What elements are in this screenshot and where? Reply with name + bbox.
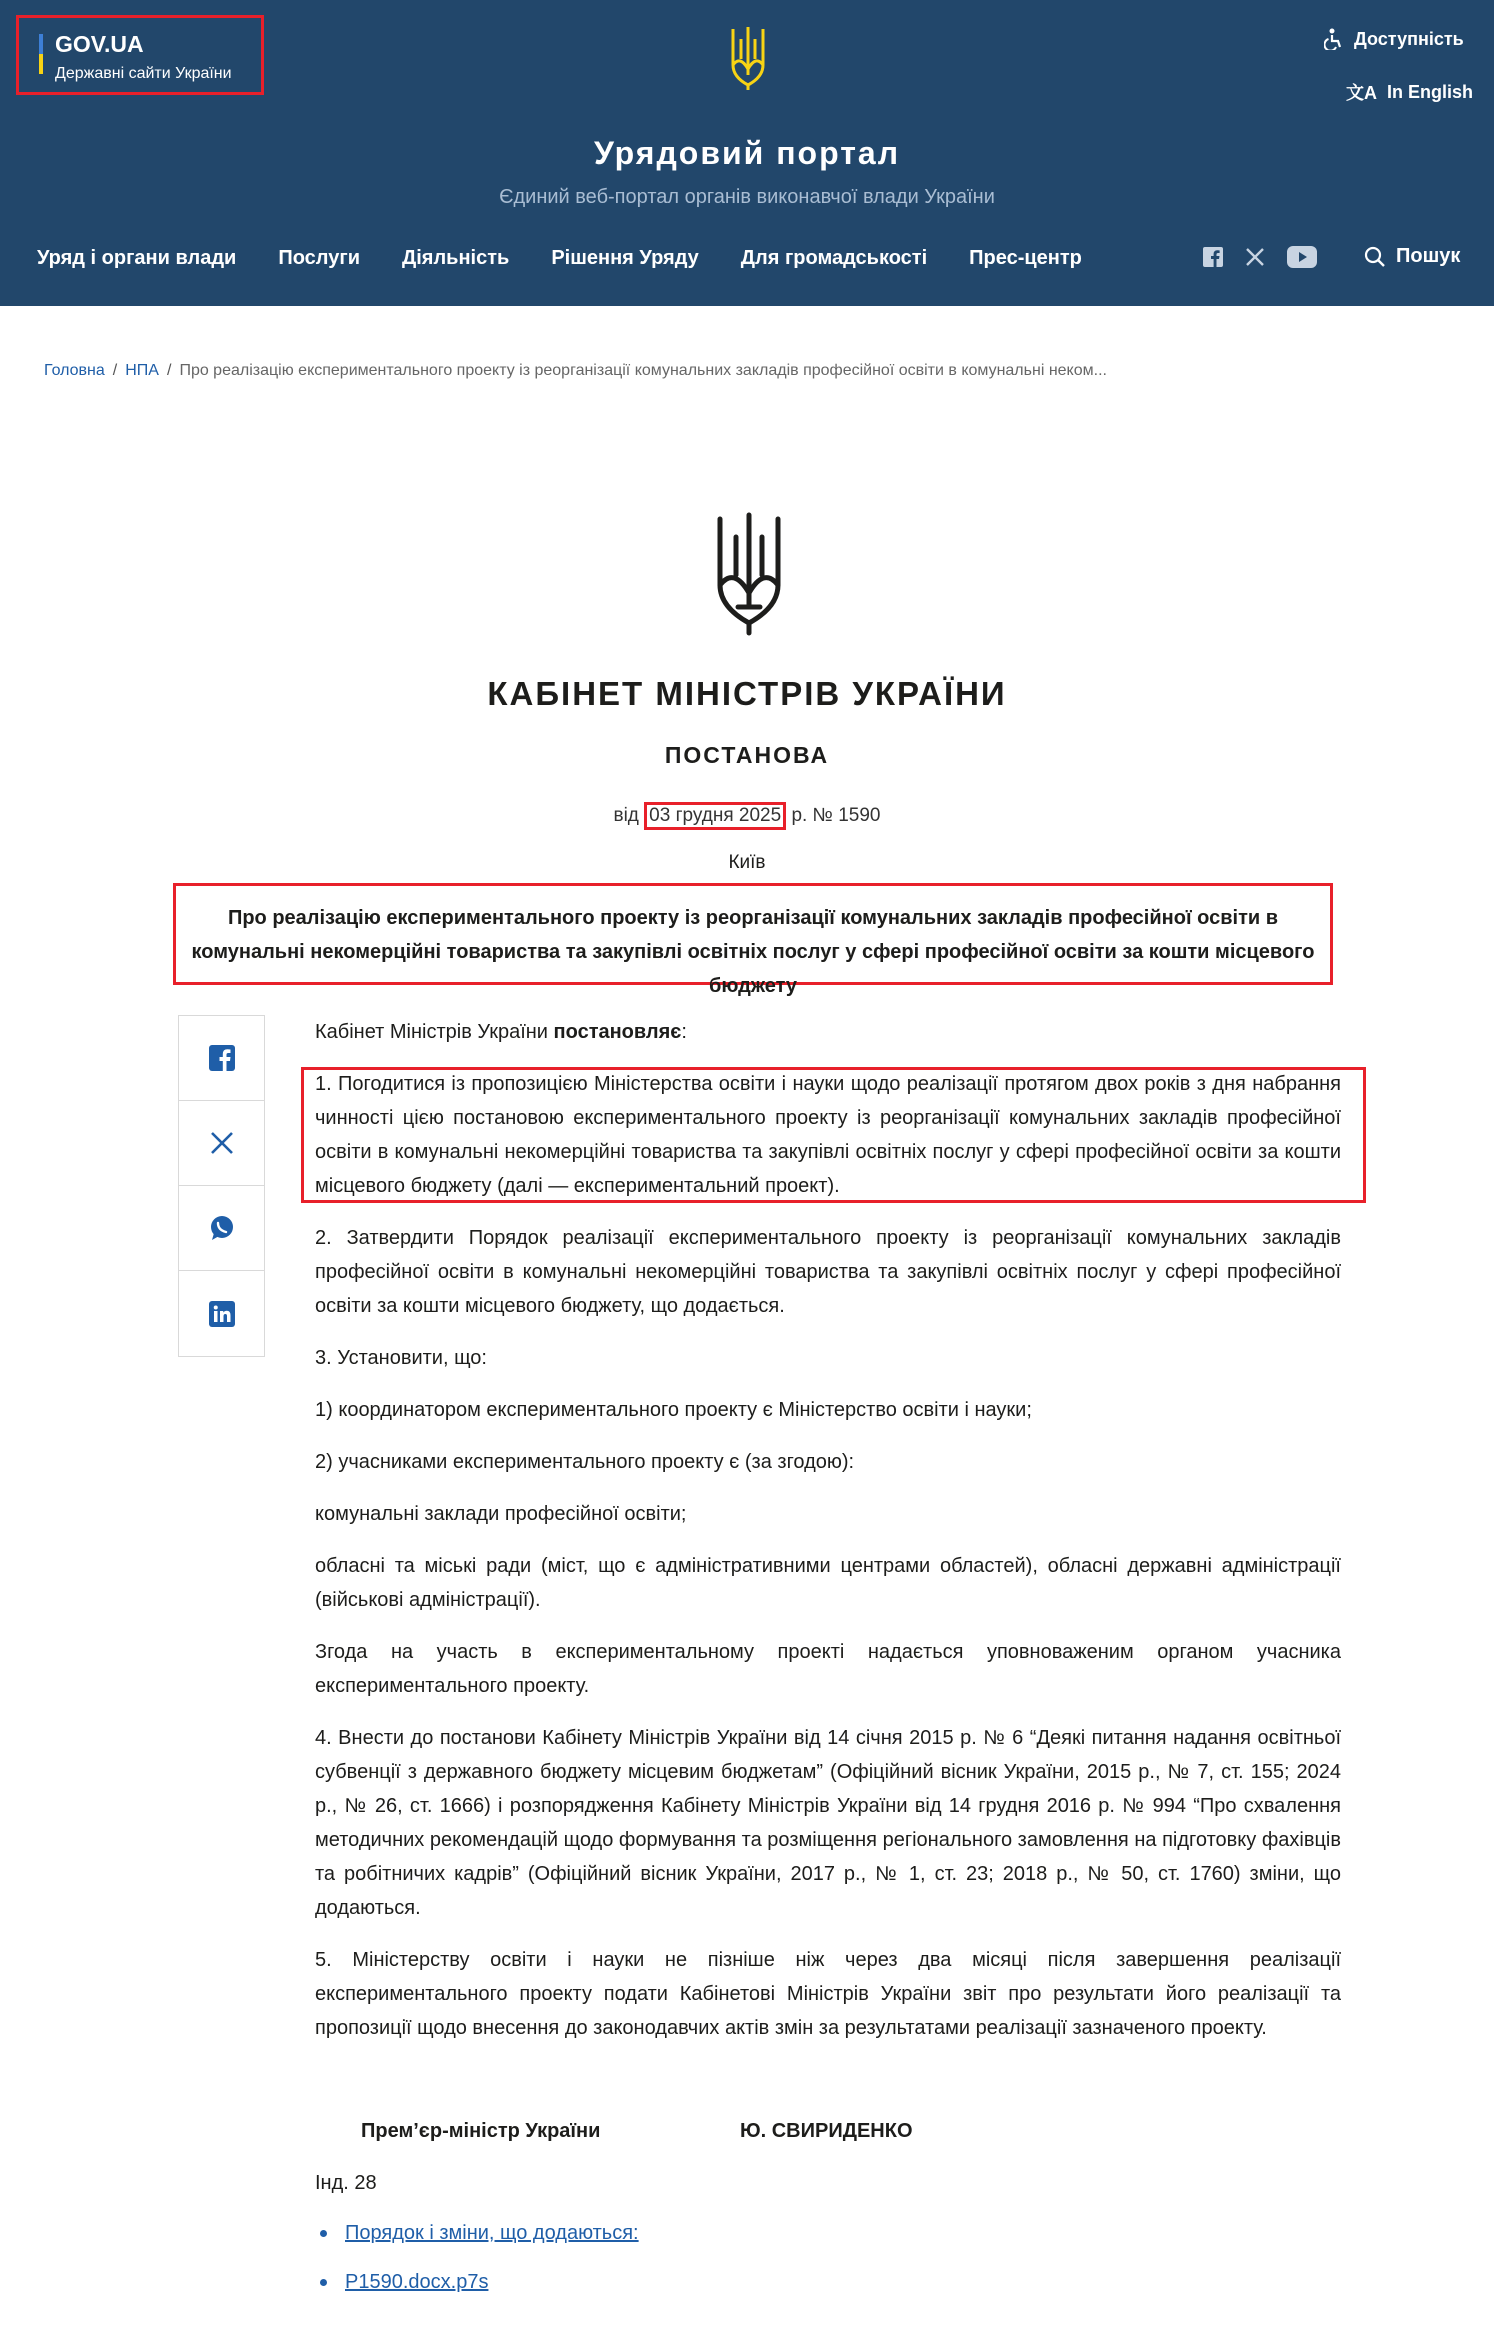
- facebook-icon[interactable]: [1203, 247, 1223, 267]
- paragraph: 5. Міністерству освіти і науки не пізніше ніж через два місяці після завершення реалізації експериментального проекту подати Кабінетові Міністрів України звіт про результати його реалізації та пропозиції щодо внесення до законодавчих актів змін за результатами реалізації зазначеного проекту.: [315, 1949, 1341, 2039]
- intro-paragraph: Кабінет Міністрів України постановляє:: [315, 1021, 687, 1043]
- breadcrumb: [44, 362, 1107, 380]
- portal-title[interactable]: Урядовий портал: [593, 135, 901, 171]
- document-title: Про реалізацію експериментального проекту із реорганізації комунальних закладів професійної освіти в комунальні некомерційні товариства та закупівлі освітніх послуг у сфері професійної освіти за кошти місцевого бюджету: [173, 883, 1333, 985]
- date-prefix: від: [613, 805, 639, 826]
- nav-item-services[interactable]: Послуги: [278, 247, 360, 269]
- nav-item-press[interactable]: Прес-центр: [969, 247, 1082, 269]
- paragraph: 4. Внести до постанови Кабінету Міністрів України від 14 січня 2015 р. № 6 “Деякі питання надання освітньої субвенції з державного бюджету місцевим бюджетам” (Офіційний вісник України, 2015 р., № 7, ст. 155; 2024 р., № 26, ст. 1666) і розпорядження Кабінету Міністрів України від 14 грудня 2016 р. № 994 “Про схвалення методичних рекомендацій щодо формування та розміщення регіонального замовлення на підготовку фахівців та робітничих кадрів” (Офіційний вісник України, 2017 р., № 1, ст. 23; 2018 р., № 50, ст. 1760) зміни, що додаються.: [315, 1727, 1341, 1919]
- accessibility-label: Доступність: [1354, 28, 1464, 49]
- bullet-icon: [320, 2279, 327, 2286]
- organization-name: КАБІНЕТ МІНІСТРІВ УКРАЇНИ: [487, 675, 1007, 712]
- translate-icon: 文A: [1346, 83, 1377, 103]
- document-index: Інд. 28: [315, 2172, 377, 2194]
- govua-title: GOV.UA: [55, 31, 144, 57]
- language-label: In English: [1387, 81, 1474, 102]
- share-linkedin-button[interactable]: [179, 1271, 264, 1356]
- search-icon: [1364, 246, 1386, 268]
- breadcrumb-current: Про реалізацію експериментального проекту із реорганізації комунальних закладів професійної освіти в комунальні неком...: [179, 362, 1107, 379]
- search-label: Пошук: [1396, 245, 1461, 267]
- paragraph: комунальні заклади професійної освіти;: [315, 1503, 687, 1525]
- list-item: [320, 2271, 639, 2294]
- site-header: [0, 0, 1494, 306]
- trident-icon[interactable]: [727, 25, 769, 91]
- paragraph: обласні та міські ради (міст, що є адміністративними центрами областей), обласні державні адміністрації (військові адміністрації).: [315, 1555, 1341, 1611]
- attachment-link[interactable]: Порядок і зміни, що додаються:: [345, 2222, 639, 2244]
- accessibility-button[interactable]: [1324, 28, 1464, 50]
- document-dateline: [0, 802, 1494, 830]
- bullet-icon: [320, 2230, 327, 2237]
- document-number: р. № 1590: [791, 805, 881, 826]
- ukraine-flag-icon: [39, 34, 43, 74]
- govua-link[interactable]: [16, 15, 264, 95]
- breadcrumb-separator: /: [112, 362, 118, 379]
- nav-item-government[interactable]: Уряд і органи влади: [37, 247, 237, 269]
- nav-item-activity[interactable]: Діяльність: [401, 247, 510, 269]
- social-links: [1203, 246, 1317, 268]
- paragraph: Згода на участь в експериментальному проекті надається уповноваженим органом учасника експериментального проекту.: [315, 1641, 1341, 1697]
- paragraph: 2. Затвердити Порядок реалізації експериментального проекту із реорганізації комунальних закладів професійної освіти в комунальні некомерційні товариства та закупівлі освітніх послуг у сфері професійної освіти за кошти місцевого бюджету, що додається.: [315, 1227, 1341, 1317]
- paragraph: 3. Установити, що:: [315, 1347, 487, 1369]
- share-whatsapp-button[interactable]: [179, 1186, 264, 1271]
- x-icon[interactable]: [1245, 247, 1265, 267]
- attachment-link[interactable]: P1590.docx.p7s: [345, 2271, 489, 2293]
- nav-item-public[interactable]: Для громадськості: [740, 247, 928, 269]
- linkedin-icon: [209, 1301, 235, 1327]
- document-city: Київ: [728, 852, 766, 873]
- search-button[interactable]: [1364, 245, 1460, 268]
- govua-subtitle: Державні сайти України: [55, 65, 232, 82]
- breadcrumb-npa[interactable]: НПА: [125, 362, 159, 379]
- attachments-list: [320, 2222, 639, 2320]
- nav-item-decisions[interactable]: Рішення Уряду: [551, 247, 699, 269]
- language-switch[interactable]: [1346, 79, 1473, 105]
- main-nav: [37, 247, 1082, 270]
- paragraph: 1) координатором експериментального проекту є Міністерство освіти і науки;: [315, 1399, 1032, 1421]
- whatsapp-icon: [209, 1215, 235, 1241]
- signer-name: Ю. СВИРИДЕНКО: [740, 2120, 913, 2142]
- share-facebook-button[interactable]: [179, 1016, 264, 1101]
- share-x-button[interactable]: [179, 1101, 264, 1186]
- list-item: [320, 2222, 639, 2245]
- coat-of-arms-icon: [710, 511, 788, 636]
- share-panel: [178, 1015, 265, 1357]
- x-icon: [209, 1130, 235, 1156]
- paragraph: 1. Погодитися із пропозицією Міністерства освіти і науки щодо реалізації протягом двох років з дня набрання чинності цією постановою експериментального проекту із реорганізації комунальних закладів професійної освіти в комунальні некомерційні товариства та закупівлі освітніх послуг у сфері професійної освіти за кошти місцевого бюджету (далі — експериментальний проект).: [315, 1073, 1341, 1197]
- breadcrumb-separator: /: [166, 362, 172, 379]
- youtube-icon[interactable]: [1287, 246, 1317, 268]
- document-date: 03 грудня 2025: [644, 802, 786, 830]
- accessibility-icon: [1324, 28, 1344, 50]
- document-body: [315, 1015, 1341, 2063]
- facebook-icon: [209, 1045, 235, 1071]
- signer-position: Прем’єр-міністр України: [361, 2120, 601, 2142]
- portal-subtitle: Єдиний веб-портал органів виконавчої влади України: [499, 186, 995, 208]
- breadcrumb-home[interactable]: Головна: [44, 362, 105, 379]
- paragraph: 2) учасниками експериментального проекту є (за згодою):: [315, 1451, 855, 1473]
- document-kind: ПОСТАНОВА: [664, 742, 830, 768]
